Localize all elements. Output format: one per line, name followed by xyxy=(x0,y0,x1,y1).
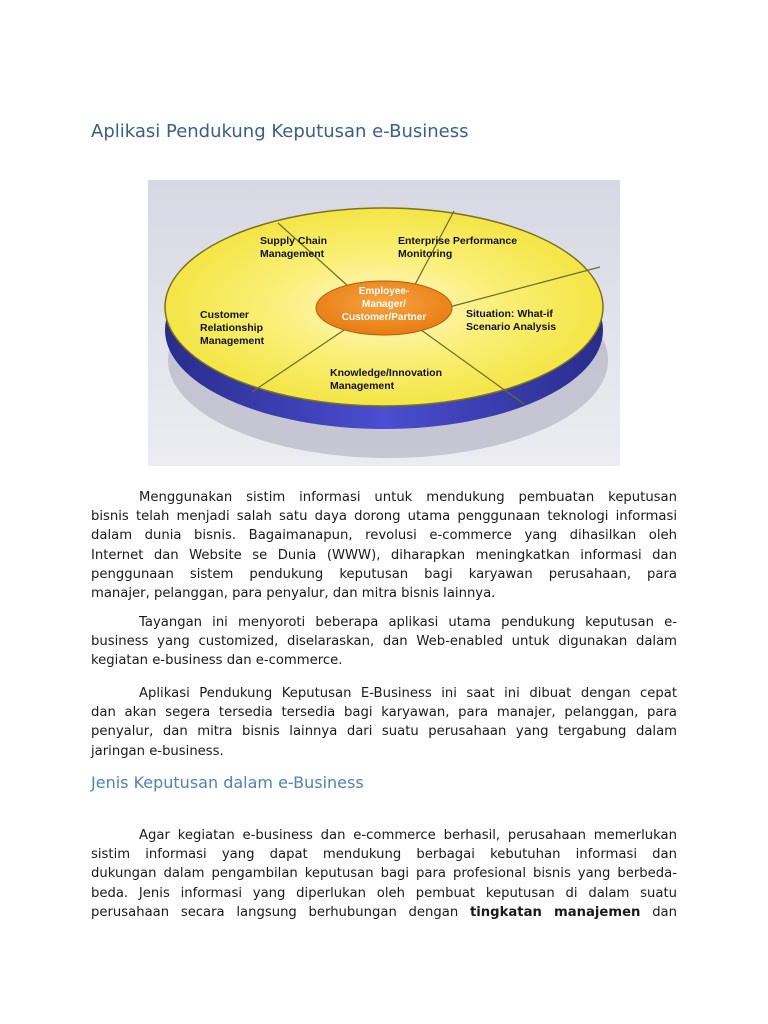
paragraph-line: jaringan e-business. xyxy=(91,743,224,759)
decision-support-diagram xyxy=(148,180,620,466)
paragraph-line: dan akan segera tersedia tersedia bagi karyawan, para manajer, pelanggan, para xyxy=(91,705,677,721)
center-label-3: Customer/Partner xyxy=(341,312,427,323)
paragraph-line: penggunaan sistem pendukung keputusan bagi karyawan perusahaan, para xyxy=(91,566,677,582)
center-label-1: Employee- xyxy=(358,286,410,297)
paragraph-line: beda. Jenis informasi yang diperlukan oleh pembuat keputusan di dalam suatu xyxy=(91,885,677,901)
paragraph-line: Internet dan Website se Dunia (WWW), diharapkan meningkatkan informasi dan xyxy=(91,547,677,563)
label-supply-chain-1: Supply Chain xyxy=(260,235,328,247)
paragraph-line-with-emphasis xyxy=(91,903,677,922)
text-run: dan xyxy=(652,904,677,920)
section-heading: Jenis Keputusan dalam e-Business xyxy=(91,773,364,792)
paragraph-line: Aplikasi Pendukung Keputusan E-Business ini saat ini dibuat dengan cepat xyxy=(139,686,677,701)
text-run: perusahaan secara langsung berhubungan dengan xyxy=(91,904,459,920)
paragraph-line: dukungan dalam pengambilan keputusan bagi para profesional bisnis yang berbeda- xyxy=(91,866,677,882)
paragraph-line: Agar kegiatan e-business dan e-commerce berhasil, perusahaan memerlukan xyxy=(139,828,677,843)
paragraph-2 xyxy=(91,613,677,671)
paragraph-4 xyxy=(91,826,677,922)
paragraph-line: business yang customized, diselaraskan, dan Web-enabled untuk digunakan dalam xyxy=(91,634,677,650)
paragraph-line: dalam dunia bisnis. Bagaimanapun, revolusi e-commerce yang dihasilkan oleh xyxy=(91,528,677,544)
paragraph-line: Tayangan ini menyoroti beberapa aplikasi utama pendukung keputusan e- xyxy=(139,615,677,630)
label-situation-1: Situation: What-if xyxy=(466,308,553,320)
label-enterprise-1: Enterprise Performance xyxy=(398,235,518,247)
paragraph-line: manajer, pelanggan, para penyalur, dan mitra bisnis lainnya. xyxy=(91,586,496,602)
page-title: Aplikasi Pendukung Keputusan e-Business xyxy=(91,121,469,142)
label-enterprise-2: Monitoring xyxy=(398,248,453,260)
label-customer-2: Relationship xyxy=(200,322,264,334)
label-situation-2: Scenario Analysis xyxy=(466,321,557,333)
paragraph-3 xyxy=(91,684,677,761)
emphasis-term: tingkatan manajemen xyxy=(469,904,641,920)
center-label-2: Manager/ xyxy=(362,299,406,310)
label-knowledge-1: Knowledge/Innovation xyxy=(330,367,442,379)
label-customer-1: Customer xyxy=(200,309,250,321)
label-knowledge-2: Management xyxy=(330,380,395,392)
paragraph-line: kegiatan e-business dan e-commerce. xyxy=(91,653,343,669)
label-supply-chain-2: Management xyxy=(260,248,325,260)
paragraph-1 xyxy=(91,488,677,603)
paragraph-line: penyalur, dan mitra bisnis lainnya dari suatu perusahaan yang tergabung dalam xyxy=(91,724,677,740)
label-customer-3: Management xyxy=(200,335,265,347)
paragraph-line: Menggunakan sistim informasi untuk mendukung pembuatan keputusan xyxy=(139,490,677,505)
paragraph-line: sistim informasi yang dapat mendukung berbagai kebutuhan informasi dan xyxy=(91,847,677,863)
paragraph-line: bisnis telah menjadi salah satu daya dorong utama penggunaan teknologi informasi xyxy=(91,509,677,525)
